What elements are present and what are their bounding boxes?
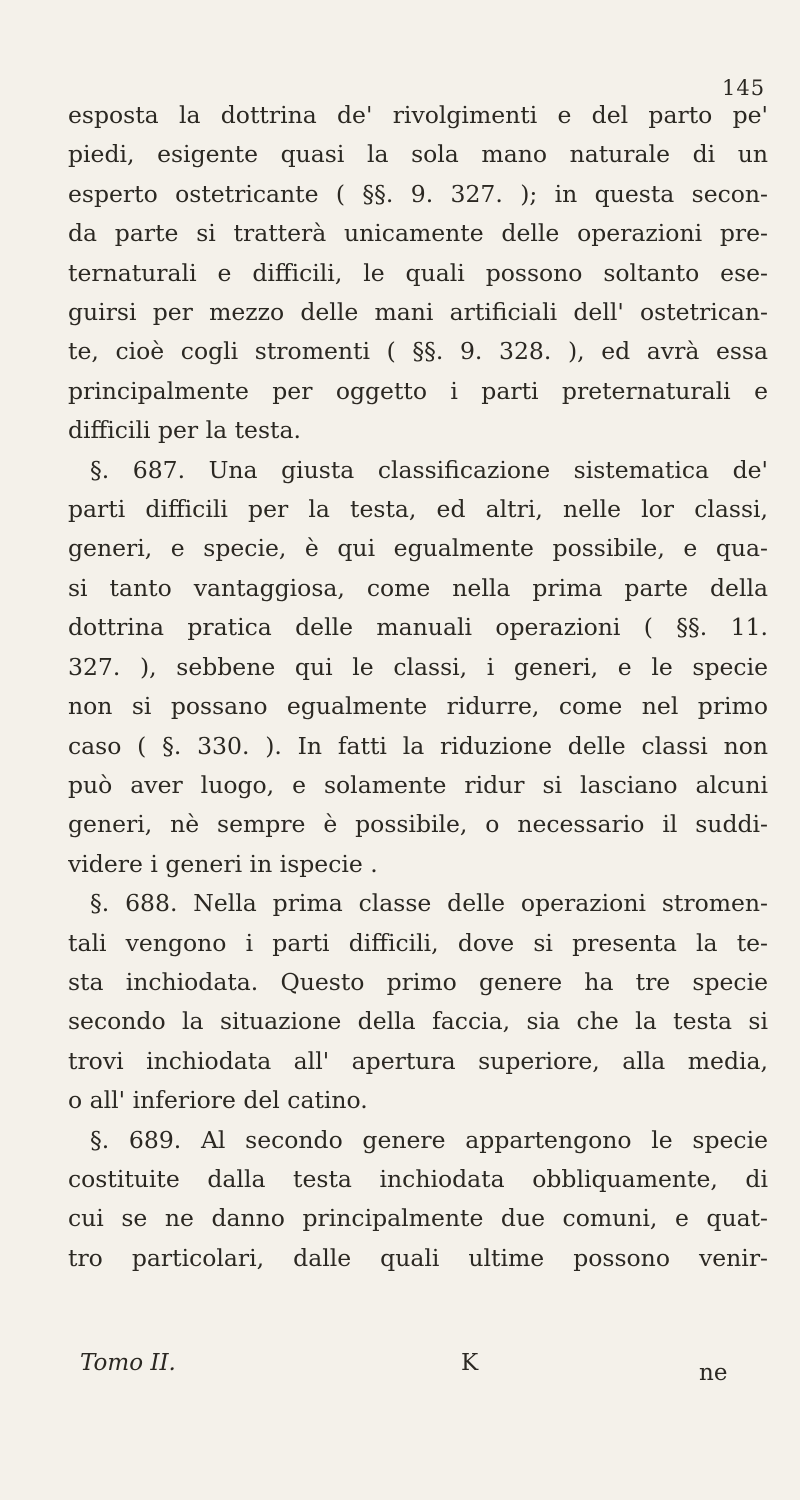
text-line: generi, nè sempre è possibile, o necessario il suddi-: [68, 810, 768, 839]
text-line: trovi inchiodata all' apertura superiore, alla media,: [68, 1046, 768, 1075]
text-line: può aver luogo, e solamente ridur si lasciano alcuni: [68, 770, 768, 799]
text-line: te, cioè cogli stromenti ( §§. 9. 328. ), ed avrà essa: [68, 337, 768, 366]
text-line: o all' inferiore del catino.: [68, 1086, 368, 1115]
text-line: dottrina pratica delle manuali operazioni ( §§. 11.: [68, 613, 768, 642]
text-line: caso ( §. 330. ). In fatti la riduzione delle classi non: [68, 731, 768, 760]
text-line: §. 689. Al secondo genere appartengono le specie: [90, 1125, 768, 1154]
text-line: esposta la dottrina de' rivolgimenti e del parto pe': [68, 101, 768, 129]
page-footer: [68, 1350, 768, 1390]
text-line: tali vengono i parti difficili, dove si presenta la te-: [68, 928, 768, 957]
text-line: 327. ), sebbene qui le classi, i generi, e le specie: [68, 652, 768, 681]
text-line: videre i generi in ispecie .: [68, 849, 378, 878]
tome-label: Tomo II.: [80, 1350, 176, 1376]
text-line: difficili per la testa.: [68, 416, 301, 445]
text-line: tro particolari, dalle quali ultime possono venir-: [68, 1243, 768, 1272]
text-line: ternaturali e difficili, le quali possono soltanto ese-: [68, 258, 768, 287]
text-line: secondo la situazione della faccia, sia che la testa si: [68, 1007, 768, 1036]
page-number: 145: [722, 76, 766, 100]
text-line: piedi, esigente quasi la sola mano naturale di un: [68, 140, 768, 169]
text-line: si tanto vantaggiosa, come nella prima parte della: [68, 573, 768, 602]
signature-mark: K: [461, 1350, 479, 1376]
text-line: §. 688. Nella prima classe delle operazioni stromen-: [90, 889, 768, 918]
text-line: principalmente per oggetto i parti preternaturali e: [68, 376, 768, 405]
body-text: [68, 96, 768, 1278]
text-line: cui se ne danno principalmente due comuni, e quat-: [68, 1204, 768, 1233]
text-line: non si possano egualmente ridurre, come nel primo: [68, 692, 768, 721]
text-line: da parte si tratterà unicamente delle operazioni pre-: [68, 219, 768, 248]
text-line: guirsi per mezzo delle mani artificiali dell' ostetrican-: [68, 298, 768, 327]
text-line: costituite dalla testa inchiodata obbliquamente, di: [68, 1164, 768, 1193]
text-line: esperto ostetricante ( §§. 9. 327. ); in questa secon-: [68, 179, 768, 208]
text-line: parti difficili per la testa, ed altri, nelle lor classi,: [68, 495, 768, 524]
text-line: sta inchiodata. Questo primo genere ha tre specie: [68, 967, 768, 996]
catchword: ne: [699, 1360, 728, 1386]
text-line: generi, e specie, è qui egualmente possibile, e qua-: [68, 534, 768, 563]
text-line: §. 687. Una giusta classificazione sistematica de': [90, 455, 768, 484]
